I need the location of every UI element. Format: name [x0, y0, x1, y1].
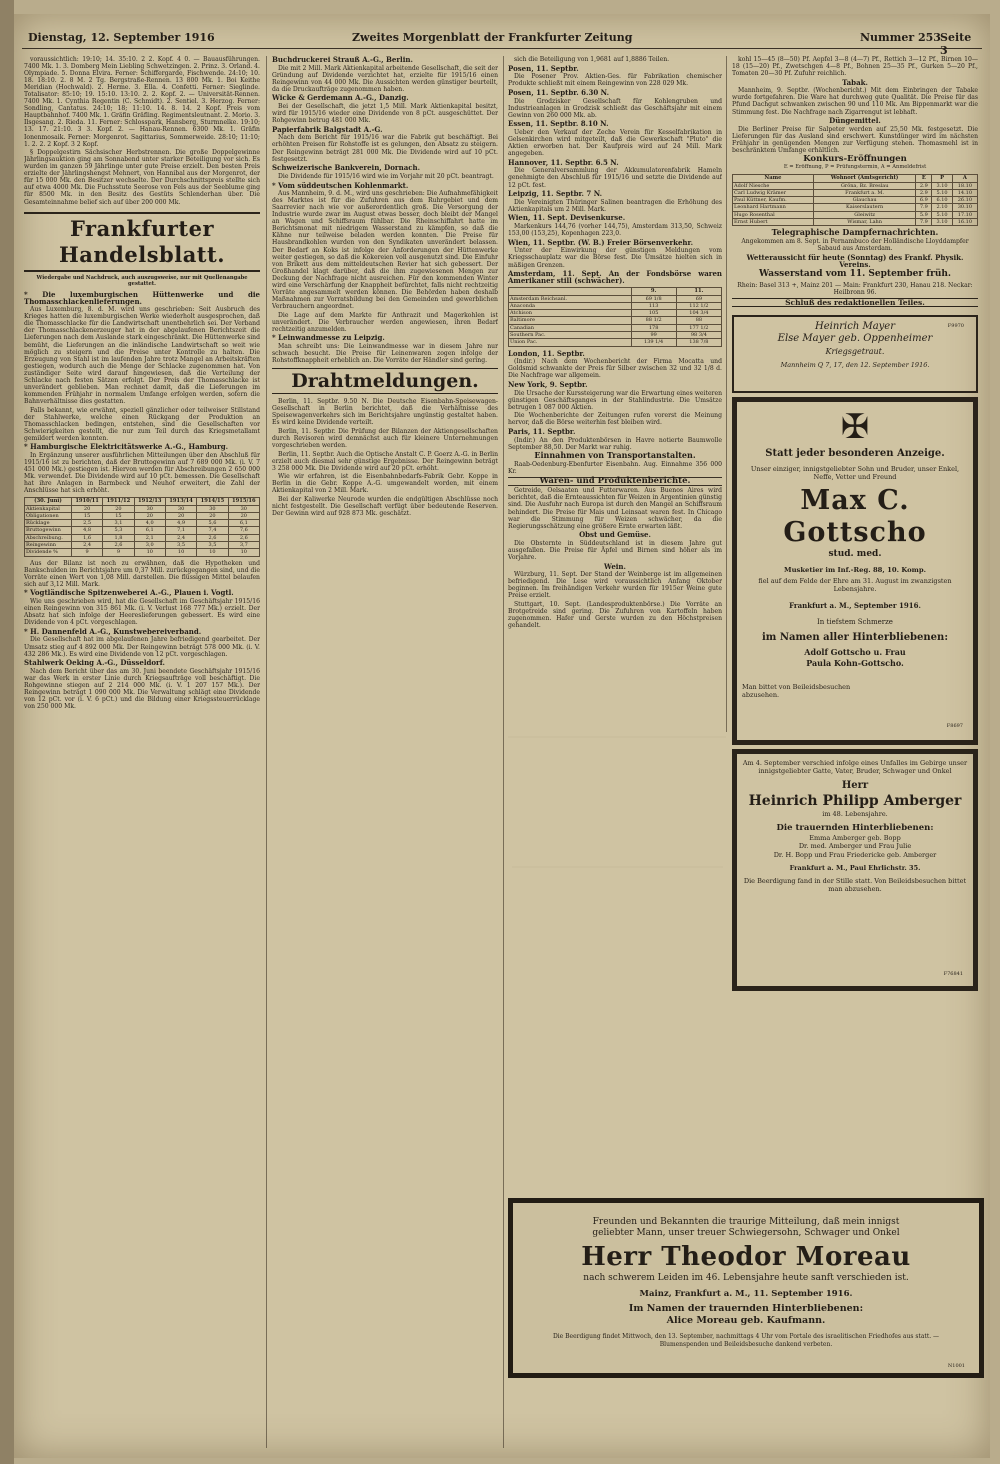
obit-signer: Alice Moreau geb. Kaufmann.: [666, 1315, 826, 1326]
table-row: [733, 219, 978, 226]
table-cell: 139 1/4: [631, 339, 676, 346]
section-subtitle: Wiedergabe und Nachdruck, auch auszugsweise, nur mit Quellenangabe gestattet.: [36, 274, 248, 287]
table-header-cell: 1915/16: [228, 498, 259, 505]
table-cell: Anaconda: [509, 302, 632, 309]
table-cell: 113: [631, 302, 676, 309]
masthead: [22, 30, 982, 57]
table-cell: 6,1: [228, 520, 259, 527]
wire-report: Wie wir erfahren, ist die Eisenbahnbedarfs-Fabrik Gebr. Koppe in Berlin in die Gebr. Koppe A.-G. umgewandelt worden, mit einem Aktienkapital von 2 Mill. Mark.: [272, 473, 498, 495]
table-cell: 18.10: [952, 182, 977, 189]
table-header-cell: P: [932, 175, 953, 182]
table-cell: Glauchau: [813, 197, 915, 204]
table-cell: 7.9: [916, 204, 932, 211]
table-cell: 178: [631, 324, 676, 331]
article-heading: Wien, 11. Sept. Devisenkurse.: [508, 213, 626, 223]
section-heading-drahtmeldungen: Drahtmeldungen.: [272, 368, 498, 394]
article-heading: * Vom süddeutschen Kohlenmarkt.: [272, 180, 409, 190]
table-row: [509, 324, 722, 331]
article-body: Die Vereinigten Thüringer Salinen beantragen die Erhöhung des Aktienkapitals um 2 Mill. Mark.: [508, 198, 722, 213]
table-cell: Atchison: [509, 310, 632, 317]
table-legend: E = Eröffnung, P = Prüfungstermin, A = Anmeldefrist: [783, 164, 927, 171]
table-cell: 2,4: [165, 534, 196, 541]
obit-age: im 48. Lebensjahre.: [822, 809, 888, 818]
ad-reference: F9970: [947, 322, 964, 329]
spacer: [508, 736, 726, 738]
table-header-cell: 1912/13: [134, 498, 165, 505]
article-body: sich die Beteiligung von 1,9681 auf 1,8886 Teilen.: [514, 56, 670, 63]
column-rule: [266, 56, 267, 1448]
wire-report: Berlin, 11. Septbr. Die Prüfung der Bilanzen der Aktiengesellschaften durch Revisoren wird demnächst auch für kleinere Unternehmungen vorgeschrieben werden.: [272, 427, 498, 449]
issue-date: Dienstag, 12. September 1916: [28, 31, 215, 44]
section-heading-waren: Waren- und Produktenberichte.: [508, 477, 722, 486]
table-cell: 7,1: [165, 527, 196, 534]
article-body: Man schreibt uns: Die Leinwandmesse war in diesem Jahre nur schwach besucht. Die Preise für Leinenwaren zogen infolge der Rohstoffknappheit erheblich an. Die Vorräte der Händler sind gering.: [272, 342, 498, 364]
article-body: Die Berliner Preise für Salpeter werden auf 25,50 Mk. festgesetzt. Die Lieferungen für das Ausland sind erschwert. Kunstdünger wird im nächsten Frühjahr in genügenden Mengen zur Verfügung stehen. Thomasmehl ist in beschränktem Umfange erhältlich.: [732, 125, 978, 154]
article-body: Markenkurs 144,76 (vorher 144,75), Amsterdam 313,50, Schweiz 153,00 (153,25), Kopenhagen 223,0.: [508, 223, 722, 238]
table-row: [25, 505, 260, 512]
obituary-moreau: [508, 1198, 984, 1378]
obit-name: Herr Theodor Moreau: [581, 1242, 911, 1272]
article-body: Raab-Oedenburg-Ebenfurter Eisenbahn. Aug. Einnahme 356 000 Kr.: [508, 461, 722, 476]
table-cell: 105: [631, 310, 676, 317]
table-cell: 20: [228, 512, 259, 519]
table-cell: 15: [103, 512, 134, 519]
article-heading: Paris, 11. Septbr.: [508, 427, 576, 437]
table-cell: 6.10: [932, 197, 953, 204]
table-cell: 30: [165, 505, 196, 512]
page-number: Seite 3: [940, 31, 972, 57]
table-row: [733, 211, 978, 218]
ad-reference: N1001: [947, 1363, 965, 1369]
table-row: [25, 527, 260, 534]
table-cell: 3,7: [228, 542, 259, 549]
article-body: Unter der Einwirkung der günstigen Meldungen vom Kriegsschauplatz war die Börse fest. Die Umsätze hielten sich in mäßigen Grenzen.: [508, 247, 722, 269]
wire-report: Berlin, 11. Septbr. 9.50 N. Die Deutsche Eisenbahn-Speisewagen-Gesellschaft in Berlin berichtet, daß die Verhältnisse des Speisewagenverkehrs sich im Berichtsjahre ungünstig gestaltet haben. Es wird keine Dividende verteilt.: [272, 398, 498, 427]
table-cell: 88 1/2: [631, 317, 676, 324]
spacer: [512, 866, 723, 868]
table-cell: 3,1: [103, 520, 134, 527]
table-cell: 98 3/4: [676, 332, 721, 339]
article-body: Die Grodzisker Gesellschaft für Kohlengruben und Industrieanlagen in Grodzisk schließt das Geschäftsjahr mit einem Gewinn von 260 000 Mk. ab.: [508, 97, 722, 119]
announce-name: Else Mayer geb. Oppenheimer: [777, 332, 933, 344]
article-heading: Hannover, 11. Septbr. 6.5 N.: [508, 157, 619, 167]
article-body: Nach dem Bericht über das am 30. Juni beendete Geschäftsjahr 1915/16 war das Werk in erster Linie durch Kriegsaufträge voll beschäftigt. Die Rohgewinne stiegen auf 2 214 000 Mk. (i. V. 1 207 157 Mk.). Der Reingewinn beträgt 1 090 000 Mk. Die Verwaltung schlägt eine Dividende von 12 pCt. vor (i. V. 6 pCt.) und die Bildung einer Kriegssteuerrücklage von 250 000 Mk.: [24, 667, 260, 711]
article-heading: New York, 9. Septbr.: [508, 380, 588, 390]
table-cell: 10: [228, 549, 259, 556]
table-cell: 30.10: [952, 204, 977, 211]
obit-signer: Adolf Gottscho u. Frau: [804, 646, 906, 657]
table-cell: 2,6: [228, 534, 259, 541]
table-header-cell: 1911/12: [103, 498, 134, 505]
obit-herr: Herr: [841, 779, 869, 791]
table-cell: 16.10: [952, 219, 977, 226]
table-cell: Abschreibung.: [25, 534, 72, 541]
article-body: Die Wochenberichte der Zeitungen rufen vorerst die Meinung hervor, daß die Börse weiterhin fest bleiben wird.: [508, 412, 722, 427]
table-cell: Hugo Rosenthal: [733, 211, 814, 218]
table-cell: 20: [134, 512, 165, 519]
table-row: [25, 542, 260, 549]
article-heading: * Hamburgische Elektricitätswerke A.-G., Hamburg.: [24, 442, 229, 452]
obit-name: Max C. Gottscho: [783, 484, 927, 548]
article-heading: Düngemittel.: [829, 116, 881, 126]
table-cell: 4,8: [71, 527, 102, 534]
article-body: kohl 15—45 (8—50) Pf. Aepfel 3—8 (4—7) Pf., Rettich 3—12 Pf., Birnen 10—18 (15—20) Pf., Zwetschgen 4—8 Pf., Bohnen 25—35 Pf., Gurken 5—20 Pf., Tomaten 20—30 Pf. Zufuhr reichlich.: [732, 56, 978, 78]
table-header-cell: E: [916, 175, 932, 182]
table-cell: 3,5: [165, 542, 196, 549]
table-cell: 1,6: [71, 534, 102, 541]
article-body: Aus Mannheim, 9. d. M., wird uns geschrieben: Die Aufnahmefähigkeit des Marktes ist für die Zufuhren aus dem Ruhrgebiet und dem Saarrevier nach wie vor außerordentlich groß. Die Versorgung der Industrie wurde zwar im August etwas besser, doch bleibt der Mangel an Wagen und Schiffsraum fühlbar. Die Rheinschiffahrt hatte im Berichtsmonat mit niedrigem Wasserstand zu kämpfen, so daß die Kähne nur teilweise beladen werden konnten. Die Preise für Hausbrandkohlen wurden von den Syndikaten unverändert belassen. Der Bedarf an Koks ist infolge der Anforderungen der Hüttenwerke weiter gestiegen, so daß die Kokereien voll ausgenutzt sind. Die Einfuhr von Brikett aus dem mitteldeutschen Revier hat sich gebessert. Der Großhandel klagt darüber, daß die ihm zugewiesenen Mengen zur Deckung der Nachfrage nicht ausreichen. Für den kommenden Winter wird eine Verschärfung der Knappheit befürchtet, falls nicht rechtzeitig Vorräte angesammelt werden können. Die Behörden haben deshalb Maßnahmen zur Vorratsbildung bei den Gemeinden und gewerblichen Verbrauchern angeordnet.: [272, 190, 498, 310]
article-heading: Papierfabrik Balgstadt A.-G.: [272, 124, 383, 134]
table-cell: Obligationen: [25, 512, 72, 519]
obit-place: Frankfurt a. M., September 1916.: [789, 600, 921, 610]
article-heading: Obst und Gemüse.: [579, 530, 651, 540]
table-cell: 4,9: [165, 520, 196, 527]
article-body: Die Obsternte in Süddeutschland ist in diesem Jahre gut ausgefallen. Die Preise für Äpfel und Birnen sind höher als im Vorjahre.: [508, 539, 722, 561]
table-cell: 2,6: [103, 542, 134, 549]
table-cell: Rücklage: [25, 520, 72, 527]
obit-note: Die Beerdigung fand in der Stille statt. Von Beileidsbesuchen bittet man abzusehen.: [743, 876, 967, 893]
article-heading: Wasserstand vom 11. September früh.: [758, 269, 952, 280]
article-body: Bei der Gesellschaft, die jetzt 1,5 Mill. Mark Aktienkapital besitzt, wird für 1915/16 wieder eine Dividende von 8 pCt. ausgeschüttet. Der Rohgewinn betrug 481 000 Mk.: [272, 103, 498, 125]
obit-signer: Paula Kohn-Gottscho.: [806, 657, 904, 668]
article-heading: Tabak.: [842, 77, 868, 87]
table-cell: 2.9: [916, 182, 932, 189]
article-heading: Leipzig, 11. Septbr. 7 N.: [508, 189, 603, 199]
article-body: Angekommen am 8. Sept. in Pernambuco der Holländische Lloyddampfer Sabaud aus Amsterdam.: [741, 237, 969, 253]
table-cell: Reingewinn: [25, 542, 72, 549]
table-cell: 5.9: [916, 211, 932, 218]
table-cell: 5,6: [197, 520, 228, 527]
obit-text: Unser einziger, innigstgeliebter Sohn und Bruder, unser Enkel, Neffe, Vetter und Freund: [750, 464, 960, 481]
table-cell: Aktienkapital: [25, 505, 72, 512]
table-cell: 30: [134, 505, 165, 512]
column-2: [272, 56, 498, 1448]
article-body: Nach dem Bericht für 1915/16 war die Fabrik gut beschäftigt. Bei erhöhten Preisen für Rohstoffe ist es gelungen, den Absatz zu steigern. Der Reingewinn beträgt 281 000 Mk. Die Dividende wird auf 10 pCt. festgesetzt.: [272, 134, 498, 163]
table-cell: 3,0: [134, 542, 165, 549]
table-cell: 177 1/2: [676, 324, 721, 331]
article-body: (Indir.) An den Produktenbörsen in Havre notierte Baumwolle September 88,50. Der Markt war ruhig.: [508, 436, 722, 451]
table-cell: Southern Pac.: [509, 332, 632, 339]
table-cell: 9: [71, 549, 102, 556]
table-row: [509, 317, 722, 324]
table-cell: Carl Ludwig Krämer: [733, 189, 814, 196]
table-row: [509, 302, 722, 309]
table-header-cell: 1913/14: [165, 498, 196, 505]
table-cell: 7,6: [228, 527, 259, 534]
article-heading: * Die luxemburgischen Hüttenwerke und die Thomasschlackenlieferungen.: [24, 289, 260, 306]
obit-text: Freunden und Bekannten die traurige Mitteilung, daß mein innigst geliebter Mann, unser treuer Schwiegersohn, Schwager und Onkel: [592, 1217, 900, 1238]
article-body: Stuttgart, 10. Sept. (Landesproduktenbörse.) Die Vorräte an Brotgetreide sind gering. Die Zufuhren von Kartoffeln haben zugenommen. Hafer und Gerste wurden zu den Höchstpreisen gehandelt.: [508, 601, 722, 630]
article-heading: Telegraphische Dampfernachrichten.: [771, 227, 939, 238]
table-cell: 20: [197, 512, 228, 519]
obit-title: stud. med.: [828, 548, 882, 559]
table-cell: 15: [71, 512, 102, 519]
table-cell: Ernst Hubert: [733, 219, 814, 226]
wedding-announcement: [732, 315, 978, 393]
column-rule: [726, 56, 727, 732]
table-cell: 2,5: [71, 520, 102, 527]
table-cell: 7,4: [197, 527, 228, 534]
table-cell: Union Pac.: [509, 339, 632, 346]
article-body: Getreide, Oelsaaten und Futterwaren. Aus Buenos Aires wird berichtet, daß die Ernteaussichten für Weizen in Argentinien günstig sind. Die Ausfuhr nach Europa ist durch den Mangel an Schiffsraum behindert. Die Preise für Mais und Leinsaat waren fest. In Chicago war die Stimmung für Weizen schwächer, da die Regierungsschätzung eine größere Ernte erwarten läßt.: [508, 487, 722, 530]
auction-report: § Doppelgestirn Sächsischer Herbstrennen. Die große Doppelgewinne Jährlingsauktion ging am Sonnabend unter starker Beteiligung vor sich. Es wurden im ganzen 59 Jährlinge unter gute Preise erzielt. Den besten Preis erzielte der Jährlingshengst Mehnert, von Hannibal aus der Morgenrot, der für 15 000 Mk. den Besitzer wechselte. Der Durchschnittspreis stellte sich auf etwa 4000 Mk. Die Fuchsstute Seerose von Fels aus der Seeblume ging für 8500 Mk. in den Besitz des Gestüts Schlenderhan über. Die Gesamteinnahme belief sich auf über 200 000 Mk.: [24, 149, 260, 206]
stock-table: [508, 287, 722, 346]
article-body: Die Dividende für 1915/16 wird wie im Vorjahr mit 20 pCt. beantragt.: [278, 172, 494, 180]
article-heading: Wetteraussicht für heute (Sonntag) des Frankf. Physik. Vereins.: [746, 252, 964, 269]
table-cell: 5,3: [103, 527, 134, 534]
table-cell: 3.10: [932, 219, 953, 226]
article-body: Falls bekannt, wie erwähnt, speziell gänzlicher oder teilweiser Stillstand der Stahlwerke, welche einen Rückgang der Produktion an Thomasschlacken bedingen, entstehen, sind die Gesellschaften vor Schwierigkeiten gestellt, die nur zum Teil durch das Kriegsmetallamt gemildert werden konnten.: [24, 406, 260, 442]
announce-status: Kriegsgetraut.: [825, 346, 885, 356]
table-header-cell: Wohnort (Amtsgericht): [813, 175, 915, 182]
article-body: Die Gesellschaft hat im abgelaufenen Jahre befriedigend gearbeitet. Der Umsatz stieg auf 4 892 000 Mk. Der Reingewinn beträgt 578 000 Mk. (i. V. 432 286 Mk.). Es wird eine Dividende von 12 pCt. vorgeschlagen.: [24, 636, 260, 658]
table-cell: Bruttogewinn: [25, 527, 72, 534]
table-cell: 2.10: [932, 204, 953, 211]
table-cell: 5.10: [932, 189, 953, 196]
obit-name: Heinrich Philipp Amberger: [748, 792, 962, 809]
table-cell: 69 1/8: [631, 295, 676, 302]
table-cell: 2.9: [916, 189, 932, 196]
obit-mourners-label: Im Namen der trauernden Hinterbliebenen:: [628, 1303, 864, 1314]
table-cell: Dividende %: [25, 549, 72, 556]
column-3: [508, 56, 722, 732]
table-cell: 20: [165, 512, 196, 519]
table-cell: 6.9: [916, 197, 932, 204]
table-cell: Canadian: [509, 324, 632, 331]
article-heading: London, 11. Septbr.: [508, 348, 585, 358]
obit-grief: In tiefstem Schmerze: [817, 617, 893, 626]
table-row: [25, 534, 260, 541]
article-body: In Ergänzung unserer ausführlichen Mitteilungen über den Abschluß für 1915/16 ist zu berichten, daß der Bruttogewinn auf 7 689 000 Mk. (i. V. 7 451 000 Mk.) gestiegen ist. Hiervon werden für Abschreibungen 2 650 000 Mk. verwendet. Die Dividende wird auf 10 pCt. bemessen. Die Gesellschaft hat ihre Anlagen in Barmbeck und Neuhof erweitert, die Zahl der Anschlüsse hat sich erhöht.: [24, 451, 260, 495]
table-cell: 1,8: [103, 534, 134, 541]
table-row: [25, 512, 260, 519]
table-header-cell: [509, 288, 632, 295]
table-cell: 10: [134, 549, 165, 556]
table-header-cell: 9.: [631, 288, 676, 295]
table-cell: 3,5: [197, 542, 228, 549]
obituary-gottscho: [732, 397, 978, 745]
table-row: [25, 520, 260, 527]
announce-place: Mannheim Q 7, 17, den 12. September 1916.: [780, 360, 930, 369]
table-cell: Kaiserslautern: [813, 204, 915, 211]
table-cell: 10: [165, 549, 196, 556]
article-body: Aus der Bilanz ist noch zu erwähnen, daß die Hypotheken und Bankschulden im Berichtsjahre um 0,37 Mill. zurückgegangen sind, und die Vorräte einen Wert von 1,08 Mill. darstellen. Die flüssigen Mittel belaufen sich auf 3,12 Mill. Mark.: [24, 559, 260, 588]
table-cell: 2,4: [71, 542, 102, 549]
article-heading: Essen, 11. Septbr. 8.10 N.: [508, 119, 609, 129]
table-cell: 6,1: [134, 527, 165, 534]
table-cell: Gröna, Bz. Breslau: [813, 182, 915, 189]
table-cell: Leonhard Hartmann: [733, 204, 814, 211]
table-cell: 20: [71, 505, 102, 512]
article-body: Rhein: Basel 313 +, Mainz 201 — Main: Frankfurt 230, Hanau 218. Neckar: Heilbronn 96.: [737, 281, 973, 296]
obit-note: Man bittet von Beileidsbesuchen abzusehen.: [742, 682, 851, 699]
table-row: [25, 549, 260, 556]
table-cell: Paul Küttner, Kaufm.: [733, 197, 814, 204]
column-1: [24, 56, 260, 1448]
table-cell: 26.10: [952, 197, 977, 204]
table-header-cell: 11.: [676, 288, 721, 295]
end-of-editorial: Schluß des redaktionellen Teiles.: [732, 298, 978, 307]
table-cell: 7.9: [916, 219, 932, 226]
table-cell: 104 3/4: [676, 310, 721, 317]
table-cell: 3.10: [932, 182, 953, 189]
article-body: Die Generalversammlung der Akkumulatorenfabrik Hameln genehmigte den Abschluß für 1915/16 und setzte die Dividende auf 12 pCt. fest.: [508, 167, 722, 189]
obit-mourners-label: Die trauernden Hinterbliebenen:: [776, 822, 934, 833]
table-cell: 2,1: [134, 534, 165, 541]
table-row: [509, 295, 722, 302]
racing-results: voraussichtlich: 19:10; 14. 35:10. 2 2. Kopf. 4 0. — Bauausführungen. 7400 Mk. 1. 3. Domberg Mein Liebling Schwetzingen. 2. Prinz. 3. Orland. 4. Olympiade. 5. Donna Elvira. Ferner: Schiffergarde, Fischwende. 24:10; 10. 18. 18:10. 2. 8 M. 2 Tg. Bergstraße-Rennen. 13 800 Mk. 1. Boi Keithe Meridian (Hochwald). 2. Herme. 3. Ella. 4. Confetti. Ferner: Sieglinde. Totalisator: 85:10; 19. 15:10. 13:10. 2. 2. Kopf. 2. — Universität-Rennen. 7400 Mk. 1. Cynthia Regentin (C. Schmidt). 2. Sentiel. 3. Herzog. Ferner: Sondling, Cantatus. 24:10; 18; 11:10. 14. 8. 14. 2 Kopf. Preis vom Hauptbahnhof. 7400 Mk. 1. Gräfin Gräfling. Regimentsleutnant. 2. Morio. 3. Ilsgesang. 2. Rieda. 11. Ferner: Schlosspark, Hansberg, Sturmnelke. 19:10; 13. 17. 21:10. 3 3. Kopf. 2. — Hanau-Rennen. 6300 Mk. 1. Gräfin Ionenmosaik. Ferner: Morgenrot. Sagittarius, Sommerweide. 28:10; 11:10; 1. 2. 2. 2 Kopf. 3 2 Kopf.: [24, 56, 260, 148]
wire-report: Berlin, 11. Septbr. Auch die Optische Anstalt C. P. Goerz A.-G. in Berlin erzielt auch diesmal sehr günstige Ergebnisse. Der Reingewinn beträgt 3 258 000 Mk. Die Dividende wird auf 20 pCt. erhöht.: [272, 450, 498, 472]
table-row: [509, 339, 722, 346]
article-heading: Stahlwerk Oeking A.-G., Düsseldorf.: [24, 658, 165, 668]
obit-text: Musketier im Inf.-Reg. 88, 10. Komp.: [784, 565, 926, 574]
table-cell: Wismar, Lahn: [813, 219, 915, 226]
table-header-cell: 1914/15: [197, 498, 228, 505]
table-cell: 112 1/2: [676, 302, 721, 309]
article-heading: Buchdruckerei Strauß A.-G., Berlin.: [272, 56, 413, 64]
article-heading: Wien, 11. Septbr. (W. B.) Freier Börsenverkehr.: [508, 237, 694, 247]
table-row: [733, 189, 978, 196]
table-cell: 88: [676, 317, 721, 324]
obit-text: fiel auf dem Felde der Ehre am 31. August im zwanzigsten Lebensjahre.: [758, 576, 952, 593]
table-cell: 2,6: [197, 534, 228, 541]
article-heading: Konkurs-Eröffnungen: [803, 153, 907, 164]
table-cell: Baltimore: [509, 317, 632, 324]
article-heading: Posen, 11. Septbr. 6.30 N.: [508, 87, 610, 97]
wire-report: Bei der Kaliwerke Neurode wurden die endgültigen Abschlüsse noch nicht festgestellt. Die Gesellschaft verfügt über bedeutende Reserven. Der Gewinn wird auf 928 873 Mk. geschätzt.: [272, 496, 498, 518]
column-rule: [503, 56, 504, 1448]
table-cell: Amsterdam Reichsanl.: [509, 295, 632, 302]
table-cell: 17.10: [952, 211, 977, 218]
announce-name: Heinrich Mayer: [814, 320, 896, 332]
table-cell: Adolf Niesche: [733, 182, 814, 189]
page-edge: [0, 0, 14, 1464]
article-body: Die Posener Prov. Aktien-Ges. für Fabrikation chemischer Produkte schließt mit einem Reingewinn von 228 029 Mk.: [508, 73, 722, 88]
table-cell: 14.10: [952, 189, 977, 196]
obit-signer: Dr. H. Bopp und Frau Friedericke geb. Amberger: [773, 850, 937, 859]
obit-signer: Emma Amberger geb. Bopp: [809, 833, 901, 842]
table-cell: 9: [103, 549, 134, 556]
article-body: Würzburg, 11. Sept. Der Stand der Weinberge ist im allgemeinen befriedigend. Die Lese wird voraussichtlich Anfang Oktober beginnen. Im freihändigen Verkehr wurden für 1915er Weine gute Preise erzielt.: [508, 571, 722, 600]
table-cell: 30: [197, 505, 228, 512]
obit-place: Frankfurt a. M., Paul Ehrlichstr. 35.: [789, 864, 921, 873]
iron-cross-icon: ✠: [840, 406, 870, 447]
table-cell: 138 7/8: [676, 339, 721, 346]
article-body: Die mit 2 Mill. Mark Aktienkapital arbeitende Gesellschaft, die seit der Gründung auf Dividende verzichtet hat, erzielte für 1915/16 einen Reingewinn von 44 000 Mk. Die Aussichten werden günstiger beurteilt, da die Druckaufträge zugenommen haben.: [272, 64, 498, 93]
table-header-cell: (30. Juni): [25, 498, 72, 505]
article-body: Ueber den Verkauf der Zeche Verein für Kesselfabrikation in Gelsenkirchen wird mitgeteilt, daß die Gewerkschaft "Pluto" die Aktien erworben hat. Der Kaufpreis wird auf 24 Mill. Mark angegeben.: [508, 128, 722, 158]
article-body: Mannheim, 9. Septbr. (Wochenbericht.) Mit dem Einbringen der Tabake wurde fortgefahren. Die Ware hat durchweg gute Qualität. Die Preise für das Pfund Dachgut schwanken zwischen 90 und 110 Mk. Am Bippenmarkt war die Stimmung fest. Die Nachfrage nach Zigarrengut ist lebhaft.: [732, 87, 978, 116]
article-heading: * H. Dannenfeld A.-G., Kunstwebereiverband.: [24, 626, 202, 636]
section-title: Frankfurter Handelsblatt.: [24, 212, 260, 272]
issue-number: Nummer 253: [860, 31, 941, 44]
table-cell: 20: [103, 505, 134, 512]
table-header-cell: A: [952, 175, 977, 182]
article-heading: Schweizerische Bankverein, Dornach.: [272, 163, 421, 173]
table-header-cell: Name: [733, 175, 814, 182]
table-header-cell: 1910/11: [71, 498, 102, 505]
table-cell: 5.10: [932, 211, 953, 218]
obit-mourners-label: im Namen aller Hinterbliebenen:: [761, 631, 949, 643]
article-heading: Einnahmen von Transportanstalten.: [534, 450, 696, 461]
table-cell: 10: [197, 549, 228, 556]
obit-place: Mainz, Frankfurt a. M., 11. September 1916.: [639, 1289, 853, 1299]
financial-table: [24, 497, 260, 556]
table-row: [733, 182, 978, 189]
table-cell: 4,0: [134, 520, 165, 527]
article-body: Die Lage auf dem Markte für Anthrazit und Magerkohlen ist unverändert. Die Verbraucher werden angewiesen, ihren Bedarf rechtzeitig anzumelden.: [272, 311, 498, 333]
table-cell: 99: [631, 332, 676, 339]
table-row: [733, 197, 978, 204]
article-heading: Wicke & Gerdemann A.-G., Danzig.: [272, 93, 409, 103]
article-body: Die Ursache der Kurssteigerung war die Erwartung eines weiteren günstigen Geschäftsganges in der Stahlindustrie. Die Umsätze betrugen 1 087 000 Aktien.: [508, 389, 722, 411]
table-row: [733, 204, 978, 211]
obit-header: Statt jeder besonderen Anzeige.: [765, 447, 945, 459]
table-row: [509, 332, 722, 339]
article-heading: * Leinwandmesse zu Leipzig.: [272, 333, 385, 343]
obit-note: Die Beerdigung findet Mittwoch, den 13. September, nachmittags 4 Uhr vom Portale des israelitischen Friedhofes aus statt. — Blumenspenden und Beileidsbesuche dankend verbeten.: [552, 1333, 940, 1348]
ad-reference: F76841: [943, 970, 963, 977]
table-cell: Frankfurt a. M.: [813, 189, 915, 196]
table-cell: Gleiwitz: [813, 211, 915, 218]
article-body: Aus Luxemburg, 8. d. M. wird uns geschrieben: Seit Ausbruch des Krieges hatten die luxemburgischen Werke wiederholt ausgesprochen, daß die Thomasschlacke für die Landwirtschaft unentbehrlich sei. Der Verband der Thomasschlackenerzeuger hat in der abgelaufenen Berichtszeit die Lieferungen nach dem Auslande stark eingeschränkt. Die Hüttenwerke sind bemüht, die Lieferungen an die inländische Landwirtschaft so weit wie möglich zu steigern und die Preise unter Kontrolle zu halten. Die Erzeugung von Stahl ist im laufenden Jahre trotz Mangel an Arbeitskräften gestiegen, wodurch auch die Menge der Schlacke zugenommen hat. Von zuständiger Seite wird darauf hingewiesen, daß die Verteilung der Schlacke nach festen Sätzen erfolgt. Der Preis der Thomasschlacke ist unverändert geblieben. Man rechnet damit, daß die Lieferungen im kommenden Frühjahr in normalem Umfange erfolgen werden, sofern die Bahnverhältnisse dies gestatten.: [24, 306, 260, 405]
newspaper-title: Zweites Morgenblatt der Frankfurter Zeitung: [352, 31, 633, 44]
obit-text: nach schwerem Leiden im 46. Lebensjahre heute sanft verschieden ist.: [583, 1273, 909, 1283]
article-heading: Amsterdam, 11. Sept. An der Fondsbörse waren Amerikaner still (schwächer).: [508, 269, 722, 286]
obit-text: Am 4. September verschied infolge eines Unfalles im Gebirge unser innigstgeliebter Gatte, Vater, Bruder, Schwager und Onkel: [742, 758, 968, 775]
article-body: Wie uns geschrieben wird, hat die Gesellschaft im Geschäftsjahr 1915/16 einen Reingewinn von 315 861 Mk. (i. V. Verlust 168 777 Mk.) erzielt. Der Absatz hat sich infolge der Heereslieferungen gebessert. Es wird eine Dividende von 4 pCt. vorgeschlagen.: [24, 598, 260, 627]
table-cell: 69: [676, 295, 721, 302]
ad-reference: F8697: [946, 722, 963, 729]
table-cell: 30: [228, 505, 259, 512]
table-row: [509, 310, 722, 317]
article-heading: * Vogtländische Spitzenweberei A.-G., Plauen i. Vogtl.: [24, 588, 234, 598]
bankruptcy-table: [732, 174, 978, 226]
obit-signer: Dr. med. Amberger und Frau Julie: [798, 842, 912, 851]
article-body: (Indir.) Nach dem Wochenbericht der Firma Mocatta und Goldsmid schwankte der Preis für Silber zwischen 32 und 32 1/8 d. Die Nachfrage war allgemein.: [508, 358, 722, 380]
article-heading: Posen, 11. Septbr.: [508, 63, 579, 73]
article-heading: Wein.: [604, 561, 626, 571]
obituary-amberger: [732, 749, 978, 991]
